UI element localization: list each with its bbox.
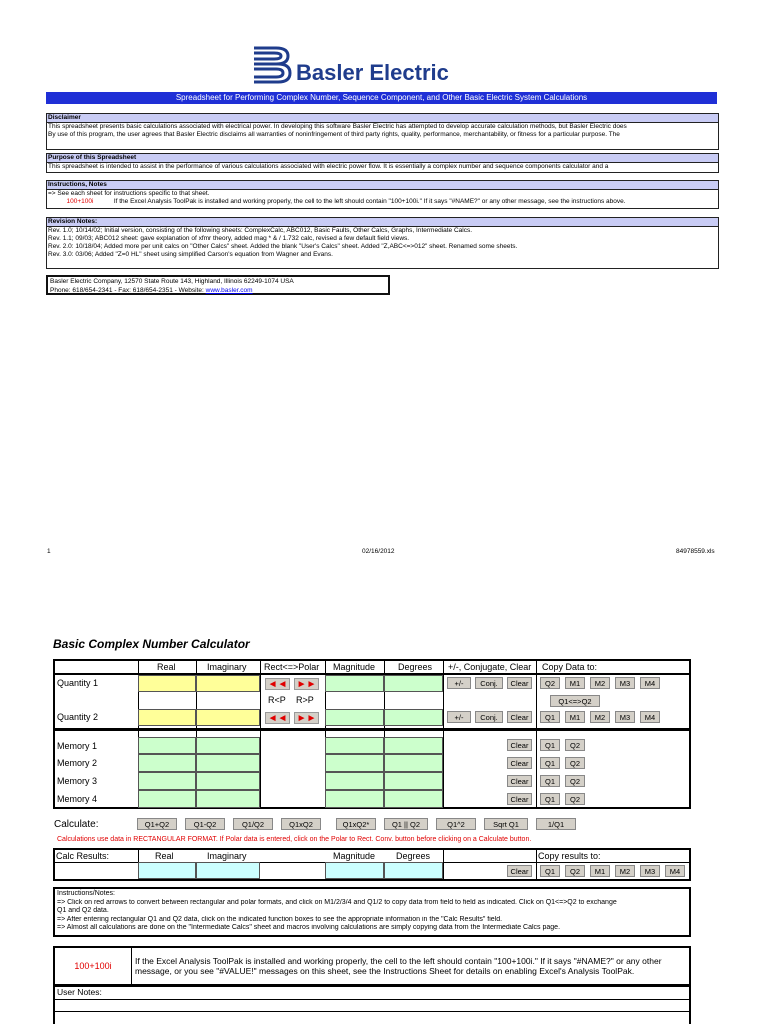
toolpak-box	[53, 946, 691, 986]
q1-copy-q2-button[interactable]: Q2	[540, 677, 560, 689]
website-link[interactable]: www.basler.com	[205, 287, 253, 294]
m3-copy-q2-button[interactable]: Q2	[565, 775, 585, 787]
calc-parallel-button[interactable]: Q1 || Q2	[384, 818, 428, 830]
calc-square-button[interactable]: Q1^2	[436, 818, 476, 830]
results-col-degrees: Degrees	[396, 851, 431, 861]
calc-subtract-button[interactable]: Q1-Q2	[185, 818, 225, 830]
m1-copy-q2-button[interactable]: Q2	[565, 739, 585, 751]
contact-phone-row	[50, 286, 388, 295]
calc-divide-button[interactable]: Q1/Q2	[233, 818, 273, 830]
col-rect-polar: Rect<=>Polar	[264, 662, 320, 672]
purpose-title: Purpose of this Spreadsheet	[47, 154, 718, 163]
contact-address: Basler Electric Company, 12570 State Route 143, Highland, Illinois 62249-1074 USA	[50, 278, 294, 285]
memory3-label: Memory 3	[57, 776, 98, 786]
notes-line: => Almost all calculations are done on the "Intermediate Calcs" sheet and macros involving calculations are simply copying data from the Intermediate Calcs page.	[57, 924, 561, 931]
grid-line	[53, 728, 691, 731]
q1-to-polar-button[interactable]: ►►	[294, 678, 319, 690]
calc-multiply-button[interactable]: Q1xQ2	[281, 818, 321, 830]
memory1-label: Memory 1	[57, 741, 98, 751]
m1-real	[138, 737, 196, 754]
swap-q1-q2-button[interactable]: Q1<=>Q2	[550, 695, 600, 707]
q1-magnitude-input[interactable]	[325, 675, 384, 692]
q2-to-polar-button[interactable]: ►►	[294, 712, 319, 724]
disclaimer-line: This spreadsheet presents basic calculations associated with electrical power. In developing this software Basler Electric has attempted to develop accurate calculation methods, but Basler Electric does	[48, 123, 627, 130]
result-real-output	[138, 862, 196, 879]
m4-copy-q2-button[interactable]: Q2	[565, 793, 585, 805]
calc-reciprocal-button[interactable]: 1/Q1	[536, 818, 576, 830]
results-copy-m3-button[interactable]: M3	[640, 865, 660, 877]
q1-copy-m1-button[interactable]: M1	[565, 677, 585, 689]
company-name: Basler Electric	[296, 60, 449, 85]
q1-negate-button[interactable]: +/-	[447, 677, 471, 689]
results-copy-q2-button[interactable]: Q2	[565, 865, 585, 877]
notes-box	[53, 887, 691, 937]
revision-section	[46, 217, 719, 269]
footer-file: 84978559.xls	[676, 548, 715, 555]
q1-copy-m3-button[interactable]: M3	[615, 677, 635, 689]
q1-copy-m4-button[interactable]: M4	[640, 677, 660, 689]
user-notes-label: User Notes:	[57, 987, 102, 997]
m3-imag	[196, 772, 260, 790]
m2-deg	[384, 754, 443, 772]
results-col-real: Real	[155, 851, 174, 861]
contact-box	[46, 275, 390, 295]
user-notes-box[interactable]	[53, 985, 691, 1024]
memory4-label: Memory 4	[57, 794, 98, 804]
m4-mag	[325, 790, 384, 808]
notes-line: Q1 and Q2 data.	[57, 907, 109, 914]
instructions-section	[46, 180, 719, 209]
title-banner: Spreadsheet for Performing Complex Number, Sequence Component, and Other Basic Electric System Calculations	[46, 92, 717, 104]
m2-copy-q1-button[interactable]: Q1	[540, 757, 560, 769]
disclaimer-line: By use of this program, the user agrees that Basler Electric disclaims all warranties of noninfringement of third party rights, quality, performance, merchantability, or fitness for a particular purpose. The	[48, 131, 620, 138]
m4-deg	[384, 790, 443, 808]
basler-b-icon	[250, 44, 294, 86]
q1-clear-button[interactable]: Clear	[507, 677, 532, 689]
q2-negate-button[interactable]: +/-	[447, 711, 471, 723]
q1-degrees-input[interactable]	[384, 675, 443, 692]
disclaimer-section	[46, 113, 719, 150]
quantity2-label: Quantity 2	[57, 712, 99, 722]
results-label: Calc Results:	[56, 851, 110, 861]
col-imaginary: Imaginary	[207, 662, 247, 672]
grid-line	[443, 659, 444, 809]
revision-line: Rev. 1.0; 10/14/02; Initial version, consisting of the following sheets: ComplexCalc, ABC012, Basic Faults, Other Calcs, Graphs, Intermediate Calcs.	[48, 227, 473, 234]
m1-clear-button[interactable]: Clear	[507, 739, 532, 751]
grid-line	[260, 659, 261, 809]
instructions-title: Instructions, Notes	[47, 181, 718, 190]
q2-imag-input[interactable]	[196, 709, 260, 726]
revision-title: Revision Notes:	[47, 218, 718, 227]
results-copy-m2-button[interactable]: M2	[615, 865, 635, 877]
m3-mag	[325, 772, 384, 790]
m2-clear-button[interactable]: Clear	[507, 757, 532, 769]
m1-mag	[325, 737, 384, 754]
q1-imag-input[interactable]	[196, 675, 260, 692]
notes-title: Instructions/Notes:	[57, 890, 115, 897]
revision-line: Rev. 3.0: 03/06; Added "Z=0 HL" sheet using simplified Carson's equation from Wagner and Evans.	[48, 251, 333, 258]
m1-imag	[196, 737, 260, 754]
disclaimer-title: Disclaimer	[47, 114, 718, 123]
results-clear-button[interactable]: Clear	[507, 865, 532, 877]
q2-degrees-input[interactable]	[384, 709, 443, 726]
result-imag-output	[196, 862, 260, 879]
contact-phone: Phone: 618/654-2341 - Fax: 618/654-2351 - Website:	[50, 287, 206, 294]
m2-copy-q2-button[interactable]: Q2	[565, 757, 585, 769]
col-copy: Copy Data to:	[542, 662, 598, 672]
memory2-label: Memory 2	[57, 758, 98, 768]
col-degrees: Degrees	[398, 662, 433, 672]
q1-copy-m2-button[interactable]: M2	[590, 677, 610, 689]
m1-copy-q1-button[interactable]: Q1	[540, 739, 560, 751]
results-copy-m4-button[interactable]: M4	[665, 865, 685, 877]
m3-copy-q1-button[interactable]: Q1	[540, 775, 560, 787]
q1-to-rect-button[interactable]: ◄◄	[265, 678, 290, 690]
m3-clear-button[interactable]: Clear	[507, 775, 532, 787]
purpose-line: This spreadsheet is intended to assist in the performance of various calculations associated with electric power flow. It is essentially a complex number and sequence components calculator and a	[48, 163, 609, 170]
col-conj: +/-, Conjugate, Clear	[448, 662, 532, 672]
grid-line	[443, 848, 444, 881]
m4-real	[138, 790, 196, 808]
grid-line	[55, 1011, 689, 1012]
q2-copy-m4-button[interactable]: M4	[640, 711, 660, 723]
m2-mag	[325, 754, 384, 772]
q2-clear-button[interactable]: Clear	[507, 711, 532, 723]
toolpak-text: If the Excel Analysis ToolPak is installed and working properly, the cell to the left should contain "100+100i." If it says "#NAME?" or any other message, or you see "#VALUE!" messages on this sheet, see the Instructions Sheet for details on enabling Excel's Analysis ToolPak.	[135, 956, 662, 976]
results-col-imaginary: Imaginary	[207, 851, 247, 861]
quantity1-label: Quantity 1	[57, 678, 99, 688]
q2-to-rect-button[interactable]: ◄◄	[265, 712, 290, 724]
q2-real-input[interactable]	[138, 709, 196, 726]
grid-line	[55, 999, 689, 1000]
calc-warning: Calculations use data in RECTANGULAR FORMAT. If Polar data is entered, click on the Polar to Rect. Conv. button before clicking on a Calculate button.	[57, 836, 532, 843]
m4-clear-button[interactable]: Clear	[507, 793, 532, 805]
results-col-magnitude: Magnitude	[333, 851, 376, 861]
col-real: Real	[157, 662, 176, 672]
calc-add-button[interactable]: Q1+Q2	[137, 818, 177, 830]
col-magnitude: Magnitude	[333, 662, 376, 672]
m3-deg	[384, 772, 443, 790]
result-degrees-output	[384, 862, 443, 879]
polar-to-rect-label: R>P	[296, 695, 314, 705]
calculate-label: Calculate:	[54, 819, 99, 830]
m4-copy-q1-button[interactable]: Q1	[540, 793, 560, 805]
instructions-line: => See each sheet for instructions specific to that sheet.	[48, 190, 210, 197]
q2-copy-m2-button[interactable]: M2	[590, 711, 610, 723]
q2-magnitude-input[interactable]	[325, 709, 384, 726]
q2-conj-button[interactable]: Conj.	[475, 711, 503, 723]
notes-line: => Click on red arrows to convert between rectangular and polar formats, and click on M1/2/3/4 and Q1/2 to copy data from field to field as indicated. Click on Q1<=>Q2 to exchange	[57, 898, 617, 906]
toolpak-check-value: 100+100i	[66, 198, 94, 205]
grid-line	[536, 848, 537, 881]
toolpak-value: 100+100i	[55, 948, 132, 984]
results-copy-q1-button[interactable]: Q1	[540, 865, 560, 877]
calculator-title: Basic Complex Number Calculator	[53, 637, 250, 651]
footer-page: 1	[47, 548, 51, 555]
m1-deg	[384, 737, 443, 754]
q2-copy-q1-button[interactable]: Q1	[540, 711, 560, 723]
grid-line	[536, 659, 537, 809]
instructions-check-row	[47, 198, 718, 206]
m2-real	[138, 754, 196, 772]
q2-copy-m3-button[interactable]: M3	[615, 711, 635, 723]
notes-line: => After entering rectangular Q1 and Q2 data, click on the indicated function boxes to see the appropriate information in the "Calc Results" field.	[57, 915, 503, 923]
q1-conj-button[interactable]: Conj.	[475, 677, 503, 689]
revision-line: Rev. 1.1; 09/03; ABC012 sheet: gave explanation of xfmr theory, added mag * & / 1.732 calc, revised a few default field views.	[48, 235, 410, 242]
results-copy-label: Copy results to:	[538, 851, 601, 861]
purpose-section	[46, 153, 719, 173]
results-copy-m1-button[interactable]: M1	[590, 865, 610, 877]
rect-to-polar-label: R<P	[268, 695, 286, 705]
m3-real	[138, 772, 196, 790]
toolpak-check-text: If the Excel Analysis ToolPak is installed and working properly, the cell to the left should contain "100+100i." If it says "#NAME?" or any other message, see the instructions above.	[113, 198, 626, 205]
revision-line: Rev. 2.0: 10/18/04; Added more per unit calcs on "Other Calcs" sheet. Added the blank "User's Calcs" sheet. Added "Z,ABC<=>012" sheet. Renamed some sheets.	[48, 243, 518, 250]
m2-imag	[196, 754, 260, 772]
result-magnitude-output	[325, 862, 384, 879]
m4-imag	[196, 790, 260, 808]
basler-logo	[250, 44, 480, 88]
q2-copy-m1-button[interactable]: M1	[565, 711, 585, 723]
q1-real-input[interactable]	[138, 675, 196, 692]
footer-date: 02/16/2012	[362, 548, 395, 555]
calc-multiply-conj-button[interactable]: Q1xQ2*	[336, 818, 376, 830]
calc-sqrt-button[interactable]: Sqrt Q1	[484, 818, 528, 830]
